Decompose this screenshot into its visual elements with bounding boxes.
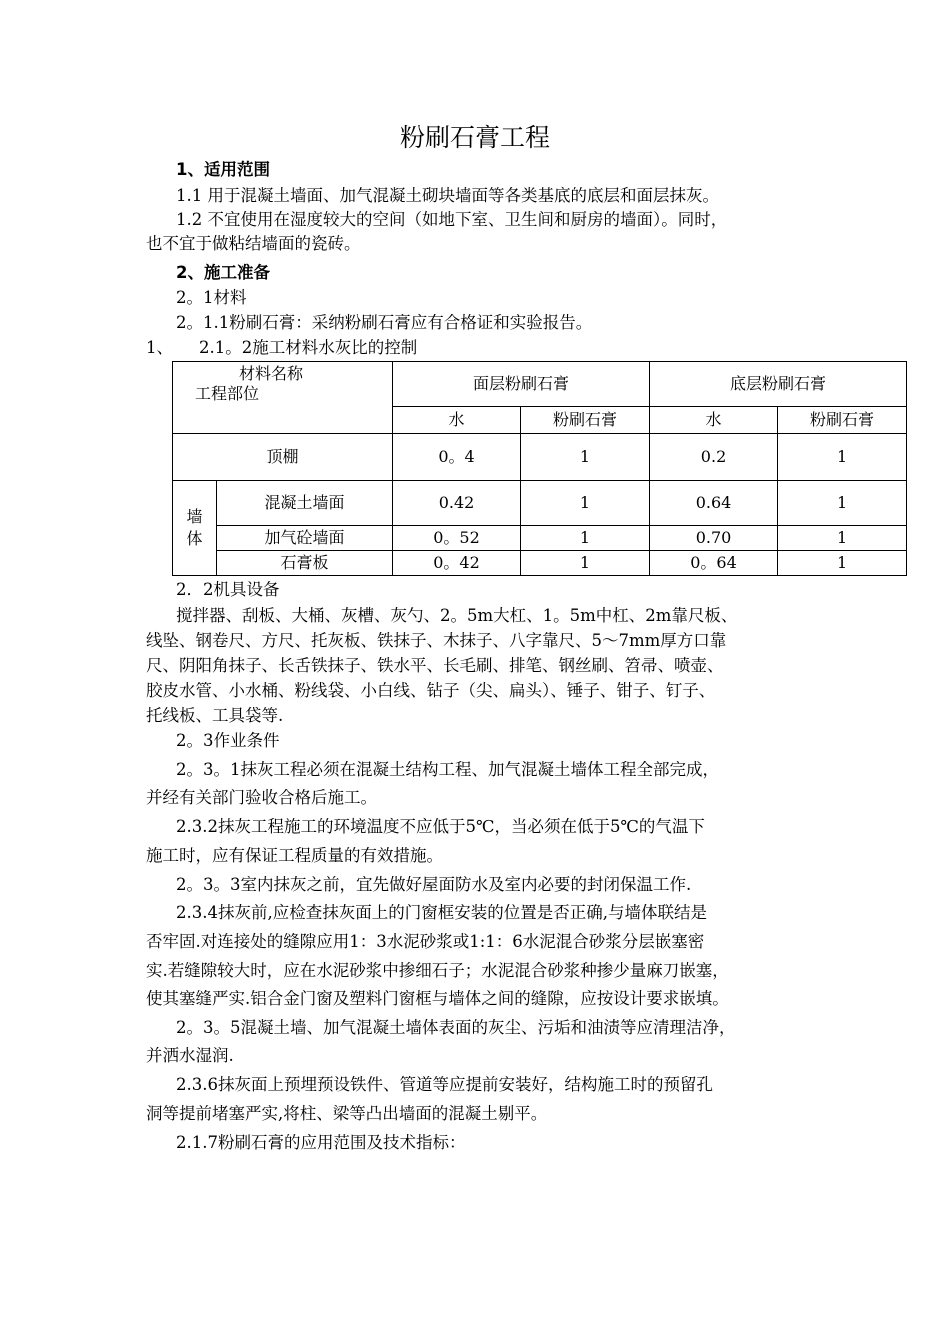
cell-top-gypsum: 1 xyxy=(521,526,650,551)
paragraph-2-2: 2．2机具设备 xyxy=(176,580,280,599)
tools-line-2: 线坠、钢卷尺、方尺、托灰板、铁抹子、木抹子、八字靠尺、5～7mm厚方口靠 xyxy=(146,631,727,650)
paragraph-2-3-4-line4: 使其塞缝严实.铝合金门窗及塑料门窗框与墙体之间的缝隙，应按设计要求嵌填。 xyxy=(146,989,729,1008)
corner-location-label: 工程部位 xyxy=(195,384,260,403)
cell-base-gypsum: 1 xyxy=(778,526,907,551)
paragraph-2-3-4-line1: 2.3.4抹灰前,应检查抹灰面上的门窗框安装的位置是否正确,与墙体联结是 xyxy=(176,903,707,922)
cell-base-water: 0.70 xyxy=(650,526,778,551)
paragraph-2-3-1-line2: 并经有关部门验收合格后施工。 xyxy=(146,788,377,807)
paragraph-1-1: 1.1 用于混凝土墙面、加气混凝土砌块墙面等各类基底的底层和面层抹灰。 xyxy=(176,186,719,205)
cell-base-gypsum: 1 xyxy=(778,434,907,481)
wall-char-2: 体 xyxy=(186,529,203,548)
cell-base-gypsum: 1 xyxy=(778,481,907,526)
paragraph-2-1-1: 2。1.1粉刷石膏：采纳粉刷石膏应有合格证和实验报告。 xyxy=(176,313,593,332)
paragraph-2-3-5-line2: 并洒水湿润. xyxy=(146,1046,234,1065)
wall-group-label xyxy=(173,481,217,576)
paragraph-2-3-6-line1: 2.3.6抹灰面上预埋预设铁件、管道等应提前安装好，结构施工时的预留孔 xyxy=(176,1075,713,1094)
cell-base-water: 0.2 xyxy=(650,434,778,481)
section-heading-scope: 1、适用范围 xyxy=(176,160,270,179)
table-caption-number: 1、 xyxy=(146,338,173,357)
subheader-base-water: 水 xyxy=(650,407,778,434)
paragraph-1-2-line2: 也不宜于做粘结墙面的瓷砖。 xyxy=(146,234,361,253)
paragraph-1-2-line1: 1.2 不宜使用在湿度较大的空间（如地下室、卫生间和厨房的墙面）。同时， xyxy=(176,210,728,229)
cell-top-water: 0。52 xyxy=(393,526,521,551)
cell-top-water: 0。42 xyxy=(393,551,521,576)
cell-top-water: 0。4 xyxy=(393,434,521,481)
paragraph-2-3-3: 2。3。3室内抹灰之前，宜先做好屋面防水及室内必要的封闭保温工作. xyxy=(176,875,692,894)
cell-base-water: 0。64 xyxy=(650,551,778,576)
section-heading-preparation: 2、施工准备 xyxy=(176,263,270,282)
row-label: 加气砼墙面 xyxy=(217,526,393,551)
table-row xyxy=(173,481,907,526)
table-header-corner xyxy=(173,362,393,434)
subheader-base-gypsum: 粉刷石膏 xyxy=(778,407,907,434)
table-caption: 2.1。2施工材料水灰比的控制 xyxy=(199,338,418,357)
cell-top-gypsum: 1 xyxy=(521,481,650,526)
cell-top-water: 0.42 xyxy=(393,481,521,526)
cell-top-gypsum: 1 xyxy=(521,434,650,481)
corner-material-label: 材料名称 xyxy=(239,364,304,383)
paragraph-2-1: 2。1材料 xyxy=(176,288,247,307)
row-label: 顶棚 xyxy=(173,434,393,481)
paragraph-2-3-5-line1: 2。3。5混凝土墙、加气混凝土墙体表面的灰尘、污垢和油渍等应清理洁净， xyxy=(176,1018,736,1037)
paragraph-2-3-6-line2: 洞等提前堵塞严实,将柱、梁等凸出墙面的混凝土剔平。 xyxy=(146,1104,548,1123)
water-ratio-table xyxy=(172,361,907,576)
header-base-gypsum: 底层粉刷石膏 xyxy=(650,362,907,407)
paragraph-2-3-4-line2: 否牢固.对连接处的缝隙应用1：3水泥砂浆或1:1：6水泥混合砂浆分层嵌塞密 xyxy=(146,932,705,951)
subheader-top-gypsum: 粉刷石膏 xyxy=(521,407,650,434)
header-top-gypsum: 面层粉刷石膏 xyxy=(393,362,650,407)
cell-base-water: 0.64 xyxy=(650,481,778,526)
page-title: 粉刷石膏工程 xyxy=(399,123,550,152)
cell-base-gypsum: 1 xyxy=(778,551,907,576)
table-row xyxy=(173,526,907,551)
tools-line-4: 胶皮水管、小水桶、粉线袋、小白线、钻子（尖、扁头）、锤子、钳子、钉子、 xyxy=(146,681,716,700)
table-row xyxy=(173,551,907,576)
paragraph-2-3: 2。3作业条件 xyxy=(176,731,280,750)
paragraph-2-3-2-line2: 施工时，应有保证工程质量的有效措施。 xyxy=(146,846,443,865)
tools-line-5: 托线板、工具袋等. xyxy=(146,706,284,725)
subheader-top-water: 水 xyxy=(393,407,521,434)
row-label: 混凝土墙面 xyxy=(217,481,393,526)
table-row xyxy=(173,434,907,481)
cell-top-gypsum: 1 xyxy=(521,551,650,576)
paragraph-2-3-2-line1: 2.3.2抹灰工程施工的环境温度不应低于5℃，当必须在低于5℃的气温下 xyxy=(176,817,705,836)
paragraph-2-1-7: 2.1.7粉刷石膏的应用范围及技术指标： xyxy=(176,1133,466,1152)
paragraph-2-3-1-line1: 2。3。1抹灰工程必须在混凝土结构工程、加气混凝土墙体工程全部完成， xyxy=(176,760,719,779)
tools-line-3: 尺、阴阳角抹子、长舌铁抹子、铁水平、长毛刷、排笔、钢丝刷、笤帚、喷壶、 xyxy=(146,656,724,675)
paragraph-2-3-4-line3: 实.若缝隙较大时，应在水泥砂浆中掺细石子；水泥混合砂浆种掺少量麻刀嵌塞， xyxy=(146,961,729,980)
wall-char-1: 墙 xyxy=(186,507,203,526)
tools-line-1: 搅拌器、刮板、大桶、灰槽、灰勺、2。5m大杠、1。5m中杠、2m靠尺板、 xyxy=(176,606,738,625)
row-label: 石膏板 xyxy=(217,551,393,576)
